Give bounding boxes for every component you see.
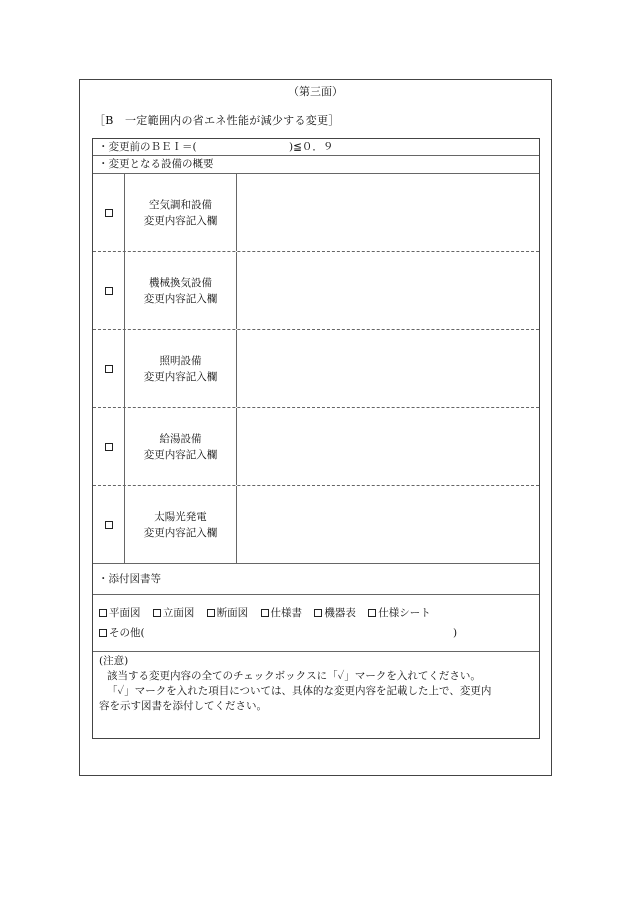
floor-plan-checkbox[interactable]: [99, 609, 107, 617]
solar-power-checkbox[interactable]: [105, 521, 113, 529]
attachment-label: 機器表: [324, 607, 356, 619]
mechanical-ventilation-change-field[interactable]: [237, 252, 539, 329]
equipment-name: 太陽光発電: [154, 510, 207, 523]
attachments-heading: ・添付図書等: [93, 564, 539, 595]
other-paren-close: ): [453, 627, 458, 639]
attachment-other-line: [99, 623, 539, 643]
equipment-name-cell: [125, 252, 237, 329]
equipment-row-air-conditioning: [93, 174, 539, 252]
equipment-list-checkbox[interactable]: [314, 609, 322, 617]
equipment-sub-label: 変更内容記入欄: [143, 214, 218, 227]
equipment-name-cell: [125, 174, 237, 251]
equipment-name-cell: [125, 330, 237, 407]
change-form-table: [92, 138, 540, 739]
lighting-change-field[interactable]: [237, 330, 539, 407]
equipment-sub-label: 変更内容記入欄: [143, 526, 218, 539]
attachment-option[interactable]: [207, 603, 249, 623]
equipment-sub-label: 変更内容記入欄: [143, 292, 218, 305]
solar-power-change-field[interactable]: [237, 486, 539, 563]
note-line: 容を示す図書を添付してください。: [99, 700, 267, 712]
form-page: [79, 79, 552, 776]
equipment-heading: ・変更となる設備の概要: [93, 156, 539, 174]
section-title: ［B 一定範囲内の省エネ性能が減少する変更］: [94, 114, 340, 127]
equipment-name-cell: [125, 408, 237, 485]
air-conditioning-change-field[interactable]: [237, 174, 539, 251]
specification-checkbox[interactable]: [261, 609, 269, 617]
attachment-option[interactable]: [99, 603, 141, 623]
spec-sheet-checkbox[interactable]: [368, 609, 376, 617]
attachments-row: [93, 595, 539, 652]
attachment-label: 仕様書: [270, 607, 303, 619]
checkbox-cell: [93, 330, 125, 407]
equipment-row-lighting: [93, 330, 539, 408]
other-checkbox[interactable]: [99, 629, 107, 637]
equipment-row-solar-power: [93, 486, 539, 564]
equipment-row-mechanical-ventilation: [93, 252, 539, 330]
checkbox-cell: [93, 486, 125, 563]
bei-suffix: )≦０．９: [289, 141, 334, 153]
equipment-sub-label: 変更内容記入欄: [143, 448, 218, 461]
equipment-name: 空気調和設備: [149, 198, 212, 211]
attachment-label: 断面図: [216, 607, 249, 619]
page-label: （第三面）: [288, 85, 343, 98]
hot-water-change-field[interactable]: [237, 408, 539, 485]
attachment-options: [99, 603, 539, 623]
equipment-sub-label: 変更内容記入欄: [143, 370, 218, 383]
section-drawing-checkbox[interactable]: [207, 609, 215, 617]
air-conditioning-checkbox[interactable]: [105, 209, 113, 217]
attachment-label: 平面図: [109, 607, 141, 619]
attachment-option[interactable]: [261, 603, 303, 623]
bei-row: [93, 139, 539, 156]
equipment-row-hot-water: [93, 408, 539, 486]
checkbox-cell: [93, 408, 125, 485]
note-line: 「✓」マークを入れた項目については、具体的な変更内容を記載した上で、変更内: [107, 685, 492, 697]
attachment-label: 仕様シート: [378, 607, 431, 619]
equipment-name: 機械換気設備: [149, 276, 212, 289]
attachment-option[interactable]: [368, 603, 431, 623]
attachment-option[interactable]: [314, 603, 356, 623]
elevation-checkbox[interactable]: [153, 609, 161, 617]
lighting-checkbox[interactable]: [105, 365, 113, 373]
notes-section: [93, 652, 539, 738]
bei-label: ・変更前のＢＥＩ＝(: [98, 141, 197, 153]
attachment-option-other[interactable]: [99, 623, 145, 643]
mechanical-ventilation-checkbox[interactable]: [105, 287, 113, 295]
notes-title: (注意): [99, 655, 129, 667]
attachment-option[interactable]: [153, 603, 195, 623]
attachment-label: 立面図: [162, 607, 195, 619]
checkbox-cell: [93, 174, 125, 251]
note-line: 該当する変更内容の全てのチェックボックスに「✓」マークを入れてください。: [107, 670, 481, 682]
equipment-name: 給湯設備: [159, 432, 202, 445]
equipment-name: 照明設備: [159, 354, 202, 367]
checkbox-cell: [93, 252, 125, 329]
hot-water-checkbox[interactable]: [105, 443, 113, 451]
other-label: その他(: [109, 627, 145, 639]
equipment-name-cell: [125, 486, 237, 563]
